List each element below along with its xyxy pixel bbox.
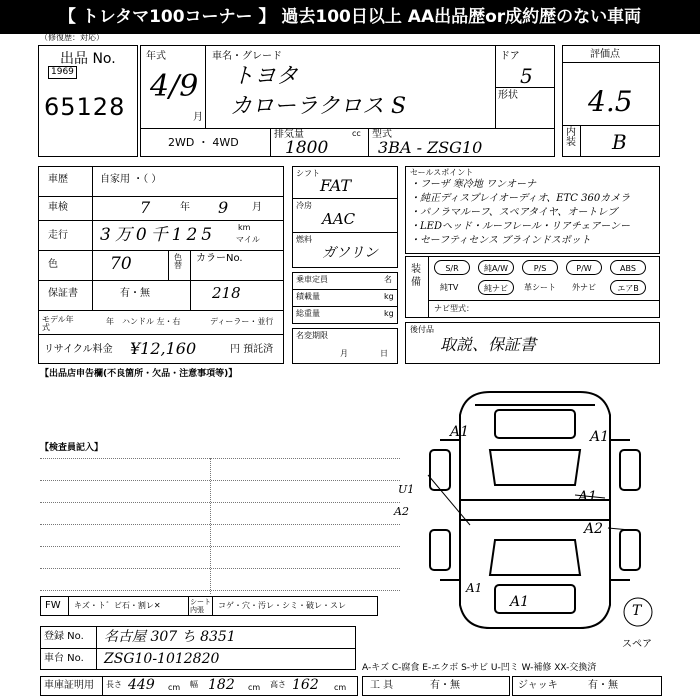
damage-mark: A1	[510, 594, 530, 610]
katashiki-value: 3BA - ZSG10	[378, 138, 483, 157]
shuppin-notes-label: 【出品店申告欄(不良箇所・欠品・注意事項等)】	[40, 369, 238, 379]
jack-label: ジャッキ	[518, 680, 558, 691]
hyoka-label: 評価点	[590, 49, 620, 60]
recycle-value: ¥12,160	[130, 339, 197, 358]
damage-mark: A1	[466, 581, 483, 595]
shaken-year-unit: 年	[180, 202, 190, 213]
equip-airbag: エアB	[610, 280, 646, 295]
katashiki-label: 型式	[372, 129, 392, 140]
maker-value: トヨタ	[232, 64, 299, 89]
sales-line: ・パノラマルーフ、スペアタイヤ、オートレブ	[410, 207, 618, 218]
sales-line: ・フーザ 寒冷地 ワンオーナ	[410, 179, 537, 190]
taka-value: 162	[292, 677, 319, 693]
sales-line: ・LEDヘッド・ルーフレール・リアチェアーンー	[410, 221, 631, 232]
equipment-label: 装備	[411, 264, 421, 288]
taka-label: 高さ	[270, 680, 286, 689]
hosho-label: 保証書	[48, 288, 78, 299]
naga-label: 長さ	[106, 680, 122, 689]
shadai-label: 車台 No.	[44, 653, 84, 664]
equip-power-window: P/W	[566, 260, 602, 275]
atohin-value: 取説、保証書	[440, 335, 537, 354]
mile-unit: マイル	[236, 235, 260, 244]
damage-mark: A1	[578, 489, 598, 505]
lot-number: 65128	[44, 93, 126, 121]
nenryo-label: 燃料	[296, 235, 312, 244]
model-label: モデル年式	[42, 315, 74, 332]
kensa-notes-label: 【検査員記入】	[40, 443, 104, 453]
equip-abs: ABS	[610, 260, 646, 275]
equip-sunroof: S/R	[434, 260, 470, 275]
damage-mark: A1	[590, 429, 610, 445]
kg-unit-2: kg	[384, 309, 394, 318]
spare-mark: T	[632, 603, 642, 619]
shaken-month-unit: 月	[252, 202, 262, 213]
inspector-lines	[40, 458, 400, 594]
shift-label: シフト	[296, 169, 320, 178]
haikiryo-label: 排気量	[274, 129, 304, 140]
shamei-label: 車名・グレード	[212, 51, 282, 62]
shift-value: FAT	[320, 176, 352, 195]
damage-mark: A1	[450, 424, 470, 440]
kg-unit: kg	[384, 292, 394, 301]
haba-value: 182	[208, 677, 235, 693]
jack-value: 有・無	[588, 680, 618, 691]
nenryo-value: ガソリン	[322, 245, 378, 261]
recycle-label: リサイクル料金	[44, 344, 113, 355]
shako-label: 車庫証明用	[44, 680, 94, 691]
month-unit: 月	[193, 112, 203, 123]
sales-point-label: セールスポイント	[410, 168, 474, 177]
nenshiki-value: 4/9	[150, 69, 199, 104]
page-title: 【 トレタマ100コーナー 】 過去100日以上 AA出品歴or成約歴のない車両	[0, 0, 700, 34]
shaken-year-value: 7	[140, 198, 151, 217]
shareki-label: 車歴	[48, 174, 68, 185]
model-year-unit: 年	[106, 317, 114, 326]
dealer-label: ディーラー・並行	[210, 317, 274, 326]
color-label: カラーNo.	[196, 253, 243, 264]
hosho-options: 有・無	[120, 288, 150, 299]
door-value: 5	[520, 64, 533, 88]
equip-navi: 純ナビ	[478, 280, 514, 295]
shadai-value: ZSG10-1012820	[104, 651, 220, 667]
haikiryo-value: 1800	[285, 138, 329, 158]
seat-label: シート 内張	[190, 598, 211, 614]
damage-key: A-キズ C-腐食 E-エクボ S-サビ U-凹ミ W-補修 XX-交換済	[362, 663, 597, 673]
fw-label: FW	[45, 600, 61, 611]
naiso-value: B	[612, 130, 627, 154]
shaken-month-value: 9	[218, 198, 229, 217]
toroku-value: 名古屋 307 ち 8351	[104, 629, 236, 645]
reibo-value: AAC	[322, 210, 356, 228]
atohin-label: 後付品	[410, 325, 434, 334]
toroku-label: 登録 No.	[44, 631, 84, 642]
cm-unit: cm	[168, 683, 181, 692]
door-label: ドア	[500, 51, 520, 62]
meigi-label: 名変期限	[296, 331, 328, 340]
equip-aftermarket-navi: 外ナビ	[572, 283, 596, 292]
equip-tv: 純TV	[440, 283, 459, 292]
shuppin-label: 出品 No.	[60, 51, 116, 67]
cm-unit: cm	[248, 683, 261, 692]
seat-items: コゲ・穴・汚レ・シミ・破レ・スレ	[218, 601, 346, 610]
nenshiki-label: 年式	[146, 51, 166, 62]
spare-label: スペア	[622, 639, 652, 650]
damage-mark: A2	[394, 505, 409, 518]
sekisairyo-label: 積載量	[296, 292, 320, 301]
equip-leather-seat: 革シート	[524, 283, 556, 292]
drive-label: 2WD ・ 4WD	[168, 136, 239, 149]
cm-unit: cm	[334, 683, 347, 692]
hyoka-value: 4.5	[588, 85, 633, 118]
recycle-unit: 円 預託済	[230, 344, 274, 355]
naiso-label: 内装	[566, 127, 576, 148]
soko-value: 3万0千125	[100, 225, 217, 245]
cc-unit: cc	[352, 129, 361, 138]
iro-value: 70	[110, 254, 132, 274]
navi-model-label: ナビ型式：	[434, 304, 474, 313]
mei-unit: 名	[384, 275, 392, 284]
sub-note: （修復歴：対応）	[40, 33, 104, 42]
soko-label: 走行	[48, 230, 68, 241]
iro-sub: 色替	[174, 253, 182, 270]
damage-mark: A2	[584, 521, 604, 537]
equip-power-steering: P/S	[522, 260, 558, 275]
hi-unit: 日	[380, 349, 388, 358]
iro-label: 色	[48, 259, 58, 270]
kogu-label: 工 具	[370, 680, 394, 691]
shareki-options: 自家用 ・（ ）	[100, 174, 162, 185]
car-damage-diagram	[400, 380, 670, 650]
sales-line: ・純正ディスプレイオーディオ、ETC 360カメラ	[410, 193, 631, 204]
handle-label: ハンドル 左・右	[122, 317, 181, 326]
joshateiin-label: 乗車定員	[296, 275, 328, 284]
small-no: 1969	[48, 66, 77, 79]
fw-items: キズ・ト゛ビ石・割レ✕	[74, 601, 161, 610]
color-value: 218	[212, 284, 241, 302]
model-value: カローラクロス S	[230, 94, 407, 119]
tsuki-unit: 月	[340, 349, 348, 358]
km-unit: km	[238, 223, 251, 232]
kogu-value: 有・無	[430, 680, 460, 691]
sales-line: ・セーフティセンス ブラインドスポット	[410, 235, 591, 246]
sojuryo-label: 総重量	[296, 309, 320, 318]
haba-label: 幅	[190, 680, 198, 689]
katachi-label: 形状	[498, 90, 518, 101]
equip-alloy-wheel: 純A/W	[478, 260, 514, 275]
reibo-label: 冷房	[296, 201, 312, 210]
damage-mark: U1	[398, 483, 415, 496]
shaken-label: 車検	[48, 202, 68, 213]
naga-value: 449	[128, 677, 155, 693]
